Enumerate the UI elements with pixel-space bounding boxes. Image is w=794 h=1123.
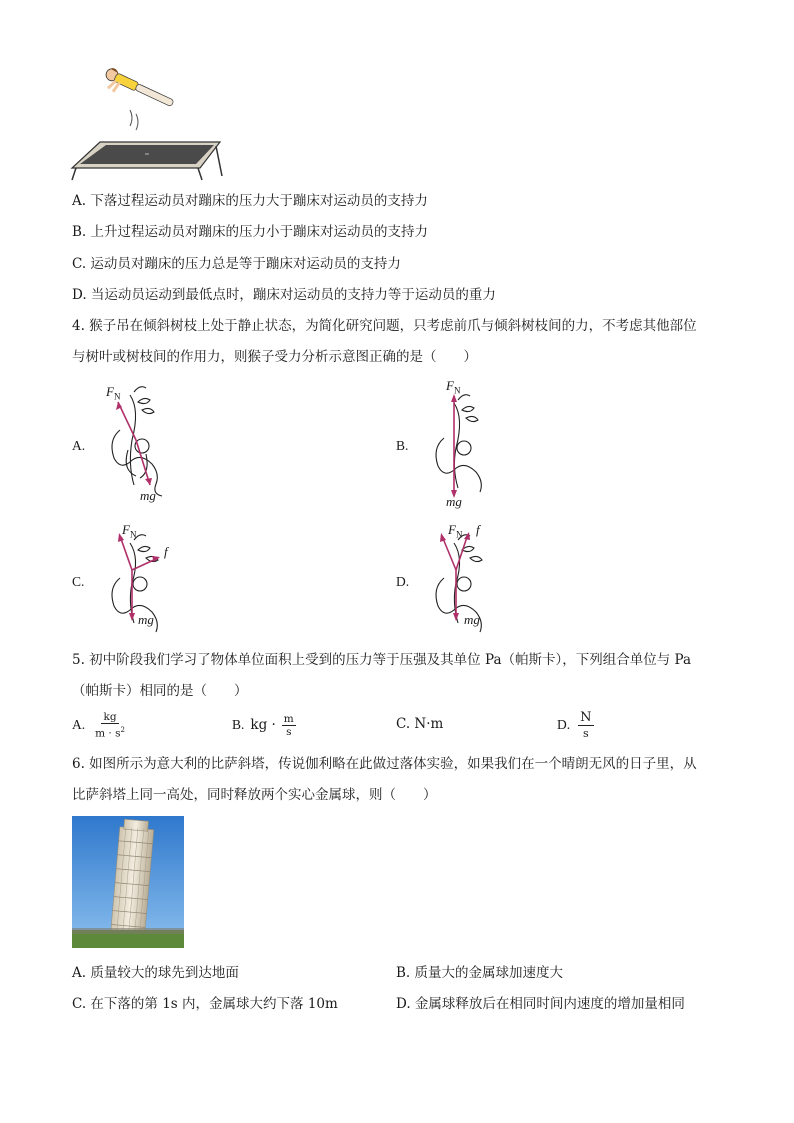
q5-stem-line1: 5. 初中阶段我们学习了物体单位面积上受到的压力等于压强及其单位 Pa（帕斯卡），下列组合单位与 Pa bbox=[72, 652, 692, 668]
trampoline-figure bbox=[70, 60, 230, 185]
q4-option-c-letter: C. bbox=[72, 574, 85, 589]
q4-d-mg-label: mg bbox=[464, 612, 480, 627]
q5-option-a[interactable] bbox=[72, 708, 127, 742]
q4-a-fn-label: F bbox=[106, 384, 114, 399]
q3-option-d[interactable]: D. 当运动员运动到最低点时，蹦床对运动员的支持力等于运动员的重力 bbox=[72, 287, 496, 303]
q5-option-a-fraction bbox=[93, 711, 127, 740]
q4-b-fn-label: F bbox=[446, 378, 454, 393]
q5-option-c[interactable]: C. N·m bbox=[396, 716, 444, 732]
q4-c-fn-label: F bbox=[122, 522, 130, 537]
q6-option-a[interactable]: A. 质量较大的球先到达地面 bbox=[72, 965, 239, 981]
q4-c-mg-label: mg bbox=[138, 612, 154, 627]
q4-d-f-label: f bbox=[476, 522, 480, 537]
q5-option-b-letter: B. bbox=[232, 717, 245, 732]
q5-option-b-fraction bbox=[282, 713, 296, 738]
q3-option-b[interactable]: B. 上升过程运动员对蹦床的压力小于蹦床对运动员的支持力 bbox=[72, 224, 429, 240]
q4-c-f-label: f bbox=[164, 544, 168, 559]
q5-option-d-fraction bbox=[578, 710, 593, 741]
q5-b-denominator: s bbox=[286, 725, 292, 738]
q6-stem-line1: 6. 如图所示为意大利的比萨斜塔，传说伽利略在此做过落体实验，如果我们在一个晴朗无风的日子里，从 bbox=[72, 756, 697, 772]
q5-option-d[interactable] bbox=[557, 706, 594, 744]
q4-option-d-letter: D. bbox=[396, 574, 410, 589]
q4-option-d[interactable] bbox=[396, 518, 526, 642]
q5-option-a-letter: A. bbox=[72, 717, 86, 732]
q6-option-d[interactable]: D. 金属球释放后在相同时间内速度的增加量相同 bbox=[396, 996, 685, 1012]
q4-stem-line1: 4. 猴子吊在倾斜树枝上处于静止状态，为简化研究问题，只考虑前爪与倾斜树枝间的力，不考虑其他部位 bbox=[72, 318, 697, 334]
q4-d-fn-sub: N bbox=[455, 529, 463, 540]
q4-option-b[interactable] bbox=[396, 378, 516, 510]
q5-b-numerator: m bbox=[283, 712, 294, 725]
q6-stem-line2: 比萨斜塔上同一高处，同时释放两个实心金属球，则（ ） bbox=[72, 787, 437, 803]
q6-option-c[interactable]: C. 在下落的第 1s 内，金属球大约下落 10m bbox=[72, 996, 338, 1012]
q5-d-numerator: N bbox=[580, 709, 592, 725]
q6-option-b[interactable]: B. 质量大的金属球加速度大 bbox=[396, 965, 564, 981]
q3-option-c[interactable]: C. 运动员对蹦床的压力总是等于蹦床对运动员的支持力 bbox=[72, 256, 401, 272]
q4-option-b-letter: B. bbox=[396, 438, 409, 453]
q4-option-a-letter: A. bbox=[72, 438, 86, 453]
q4-d-fn-label: F bbox=[448, 522, 456, 537]
q5-option-b[interactable] bbox=[232, 708, 296, 742]
q5-a-numerator: kg bbox=[103, 710, 117, 723]
q5-a-denominator: m · s bbox=[95, 727, 121, 740]
q4-option-a[interactable] bbox=[72, 380, 192, 510]
q4-b-mg-label: mg bbox=[446, 494, 462, 509]
q5-option-d-letter: D. bbox=[557, 717, 571, 732]
q3-option-a[interactable]: A. 下落过程运动员对蹦床的压力大于蹦床对运动员的支持力 bbox=[72, 193, 428, 209]
q4-a-mg-label: mg bbox=[140, 488, 156, 503]
q4-option-c[interactable] bbox=[72, 518, 202, 642]
q4-stem-line2: 与树叶或树枝间的作用力，则猴子受力分析示意图正确的是（ ） bbox=[72, 349, 477, 365]
q5-stem-line2: （帕斯卡）相同的是（ ） bbox=[72, 683, 248, 699]
q5-d-denominator: s bbox=[582, 726, 589, 740]
q4-c-fn-sub: N bbox=[129, 529, 137, 540]
q4-b-fn-sub: N bbox=[453, 385, 461, 396]
q5-a-sup: 2 bbox=[120, 725, 125, 734]
q4-a-fn-sub: N bbox=[113, 391, 121, 402]
q5-b-prefix: kg · bbox=[250, 717, 276, 733]
pisa-tower-photo bbox=[72, 816, 184, 948]
